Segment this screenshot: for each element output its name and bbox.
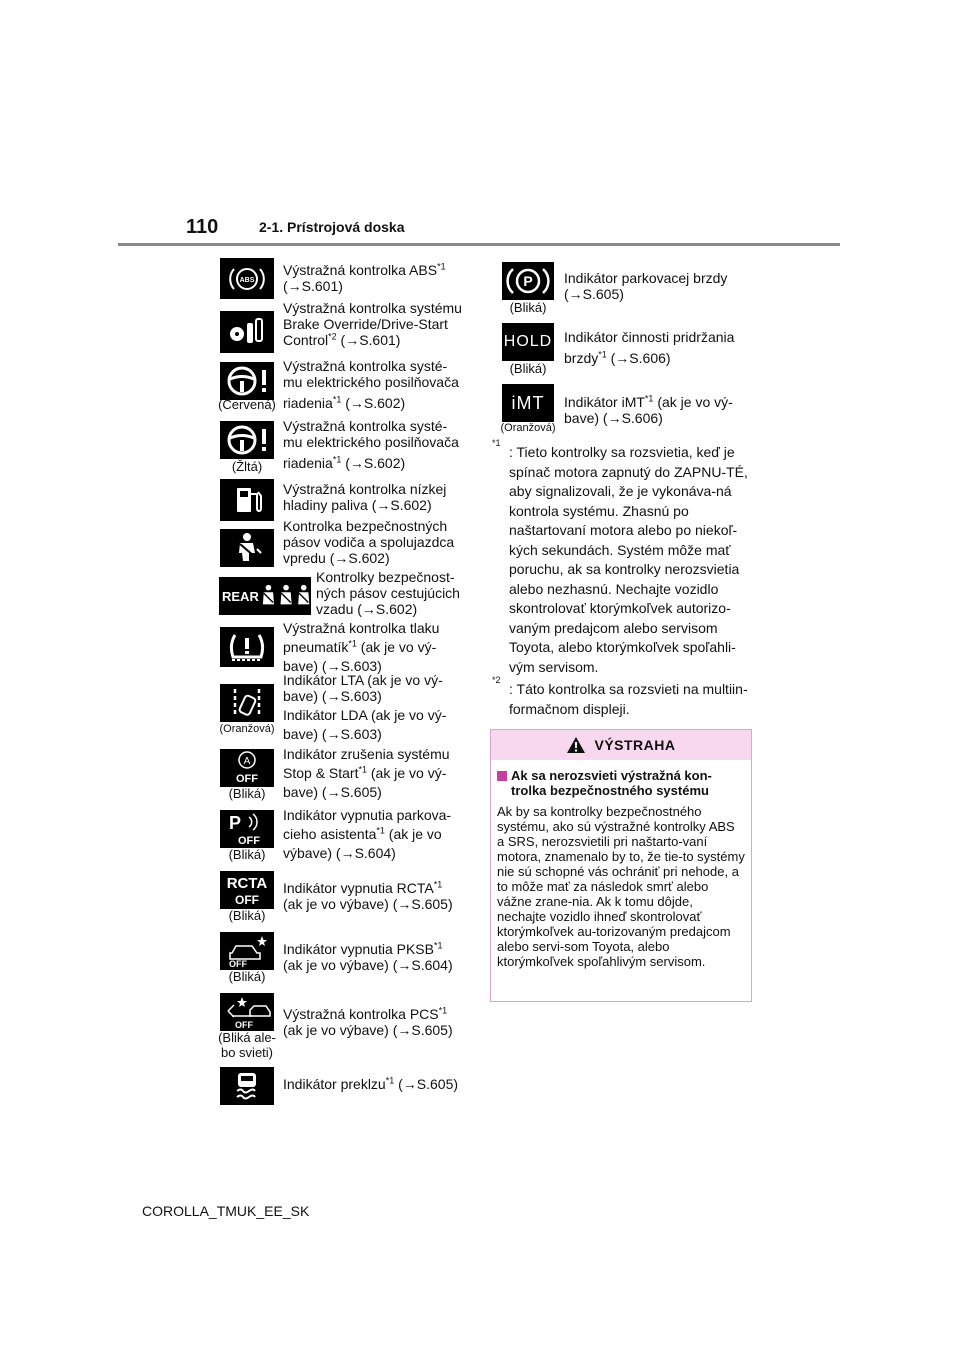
tire-pressure-warning-icon [220,627,274,667]
eps-yellow-caption: (Žltá) [231,459,263,474]
rear-seat-belt-icon [219,577,311,615]
parking-assist-off-icon [220,810,274,848]
pksb-caption: (Bliká) [228,969,266,984]
footnote-1-text: : Tieto kontrolky sa rozsvietia, keď je spínač motora zapnutý do ZAPNU-TÉ, aby signalizovali, že je vykonáva-ná kontrola systému. Zhasnú po naštartovaní motora alebo po niekoľ-kých sekundách. Systém môže mať poruchu, ak sa kontrolky nerozsvietia alebo nezhasnú. Nechajte vozidlo skontrolovať ktorýmkoľvek autorizo-vaným predajcom alebo servisom Toyota, alebo ktorýmkoľvek spoľahli-vým servisom. [509,444,748,675]
abs-warning-text: Výstražná kontrolka ABS$^{*1}$ (→S.601) [283,261,446,294]
p-icon-label: P [229,813,242,833]
tire-pressure-text: Výstražná kontrolka tlaku pneumatík$^{*1}$ (ak je vo vý- bave) (→S.603) [283,620,440,674]
parking-brake-icon [502,262,554,300]
brake-hold-icon [502,323,554,361]
warning-title: VÝSTRAHA [594,737,676,753]
off-icon-label: OFF [235,1020,253,1030]
parking-assist-text: Indikátor vypnutia parkova- cieho asistenta$^{*1}$ (ak je vo výbave) (→S.604) [283,807,452,861]
warning-box [490,729,752,1002]
footnote-2: *2 : Táto kontrolka sa rozsvieti na multiin-formačnom displeji. [492,680,760,719]
parking-brake-caption: (Bliká) [509,300,547,315]
power-steering-warning-icon [220,421,274,459]
footer-doc-id: COROLLA_TMUK_EE_SK [142,1203,310,1219]
rear-icon-label: REAR [222,588,259,604]
eps-red-text: Výstražná kontrolka systé- mu elektrického posilňovača riadenia$^{*1}$ (→S.602) [283,358,459,411]
parking-assist-caption: (Bliká) [228,847,266,862]
slip-indicator-icon [220,1067,274,1105]
rcta-icon-label: RCTA [226,875,268,892]
abs-icon-label: ABS [239,276,255,284]
section-title: 2-1. Prístrojová doska [259,219,405,235]
pksb-off-icon [220,932,274,970]
brake-hold-caption: (Bliká) [509,361,547,376]
lane-caption: (Oranžová) [219,723,275,735]
imt-icon [502,384,554,422]
imt-caption: (Oranžová) [500,422,556,434]
pcs-text: Výstražná kontrolka PCS$^{*1}$ (ak je vo výbave) (→S.605) [283,1005,453,1038]
lane-text: Indikátor LTA (ak je vo vý- bave) (→S.603) Indikátor LDA (ak je vo vý- bave) (→S.603) [283,672,447,742]
header-rule [118,243,840,246]
off-icon-label: OFF [235,893,259,907]
eps-red-caption: (Červená) [218,397,276,412]
warning-header [491,730,751,760]
parking-brake-text: Indikátor parkovacej brzdy (→S.605) [564,270,728,302]
brake-override-warning-icon [220,311,274,353]
rear-seat-belt-text: Kontrolky bezpečnost- ných pásov cestujúcich vzadu (→S.602) [316,569,460,617]
warning-subtitle-text: Ak sa nerozsvieti výstražná kon-trolka bezpečnostného systému [511,768,712,798]
abs-warning-icon [220,258,274,299]
power-steering-warning-icon [220,362,274,400]
brake-override-text: Výstražná kontrolka systému Brake Override/Drive-Start Control$^{*2}$ (→S.601) [283,300,462,348]
stop-start-off-icon [220,749,274,787]
imt-icon-label: iMT [511,392,545,413]
rcta-off-icon [220,871,274,909]
brake-hold-text: Indikátor činnosti pridržania brzdy$^{*1}$ (→S.606) [564,329,735,366]
warning-bullet-icon [497,771,507,781]
footnote-1: *1 : Tieto kontrolky sa rozsvietia, keď je spínač motora zapnutý do ZAPNU-TÉ, aby signalizovali, že je vykonáva-ná kontrola systému. Zhasnú po naštartovaní motora alebo po niekoľ-kých sekundách. Systém môže mať poruchu, ak sa kontrolky nerozsvietia alebo nezhasnú. Nechajte vozidlo skontrolovať ktorýmkoľvek autorizo-vaným predajcom alebo servisom Toyota, alebo ktorýmkoľvek spoľahli-vým servisom. [492,443,760,677]
fuel-warning-text: Výstražná kontrolka nízkej hladiny paliva (→S.602) [283,481,447,513]
eps-yellow-text: Výstražná kontrolka systé- mu elektrického posilňovača riadenia$^{*1}$ (→S.602) [283,418,459,471]
warning-subtitle [497,768,745,798]
seat-belt-reminder-icon [220,529,274,567]
footnote-2-text: : Táto kontrolka sa rozsvieti na multiin-formačnom displeji. [509,681,748,717]
rcta-caption: (Bliká) [228,908,266,923]
off-icon-label: OFF [238,835,260,847]
off-icon-label: OFF [236,773,258,785]
warning-body: Ak by sa kontrolky bezpečnostného systému, ako sú výstražné kontrolky ABS a SRS, nerozsvietili pri naštarto-vaní motora, znamenalo by to, že tie-to systémy nie sú schopné vás ochrániť pri nehode, a to môže mať za následok smrť alebo vážne zrane-nia. Ak k tomu dôjde, nechajte vozidlo ihneď skontrolovať ktorýmkoľvek au-torizovaným predajcom alebo servi-som Toyota, alebo ktorýmkoľvek spoľahlivým servisom. [497,804,745,969]
warning-triangle-icon [566,736,586,754]
rcta-text: Indikátor vypnutia RCTA$^{*1}$ (ak je vo výbave) (→S.605) [283,879,453,912]
lane-assist-icon [220,684,274,722]
pcs-warning-icon [220,993,274,1031]
imt-text: Indikátor iMT$^{*1}$ (ak je vo vý- bave) (→S.606) [564,393,733,426]
a-icon-label: A [243,756,251,767]
hold-icon-label: HOLD [503,333,553,350]
off-icon-label: OFF [229,959,247,969]
fuel-level-warning-icon [220,479,274,521]
pksb-text: Indikátor vypnutia PKSB$^{*1}$ (ak je vo výbave) (→S.604) [283,940,453,973]
page-number: 110 [186,216,219,238]
pcs-caption: (Bliká ale- bo svieti) [218,1030,276,1060]
stop-start-caption: (Bliká) [228,786,266,801]
seat-belt-text: Kontrolka bezpečnostných pásov vodiča a spolujazdca vpredu (→S.602) [283,518,455,566]
p-icon-label: P [523,273,533,289]
stop-start-text: Indikátor zrušenia systému Stop & Start$^{*1}$ (ak je vo vý- bave) (→S.605) [283,746,450,800]
slip-text: Indikátor preklzu$^{*1}$ (→S.605) [283,1075,459,1092]
